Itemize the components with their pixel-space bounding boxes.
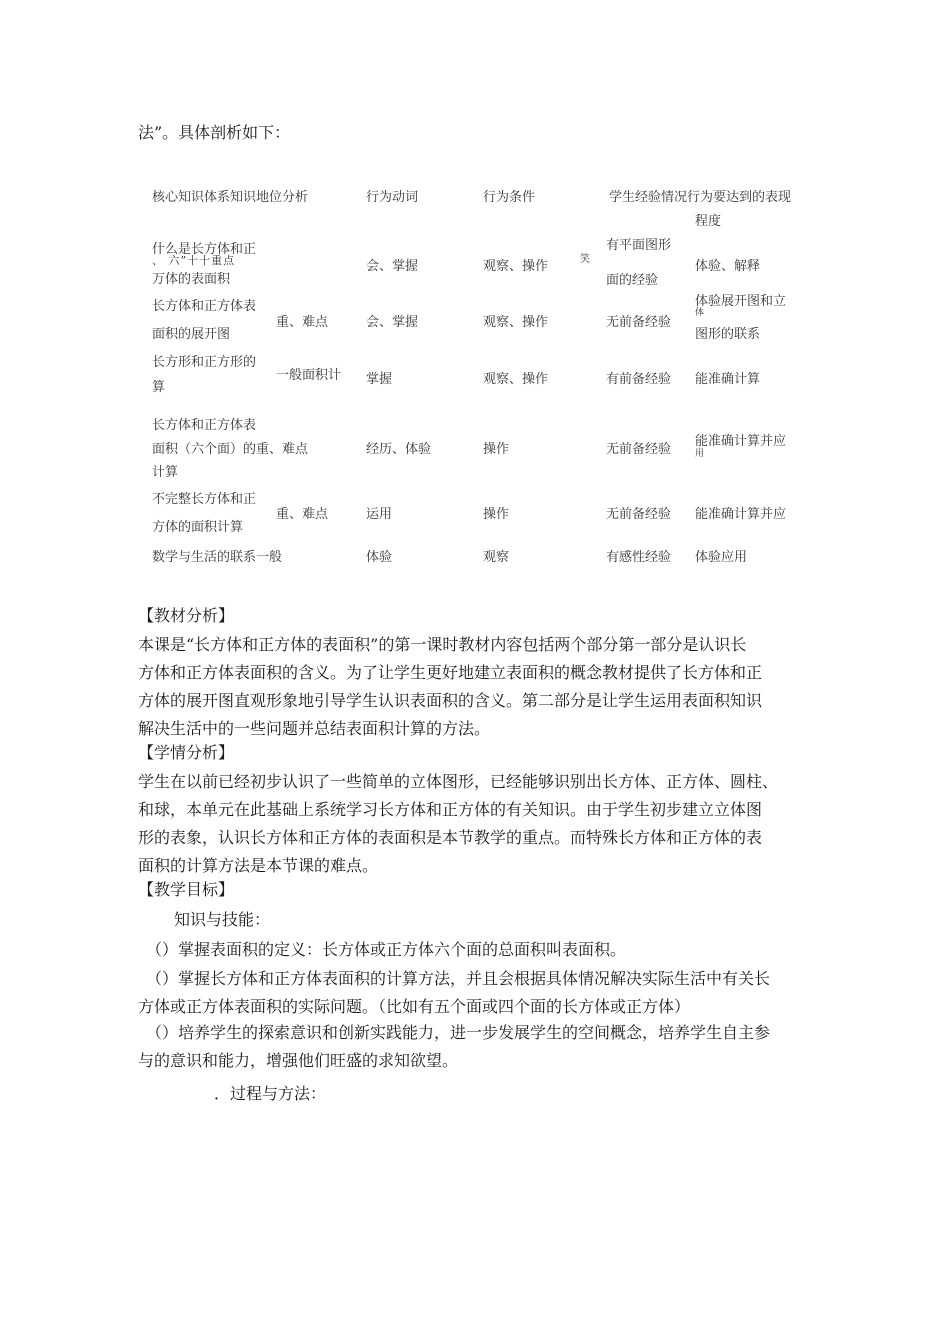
table-cell: 观察、操作 <box>483 259 549 274</box>
header-condition: 行为条件 <box>483 190 536 205</box>
header-verb: 行为动词 <box>366 190 419 205</box>
header-experience-target: 学生经验情况行为要达到的表现 <box>609 190 792 205</box>
table-cell: 重、难点 <box>276 507 329 522</box>
table-cell: 无前备经验 <box>606 507 672 522</box>
paragraph-line: 方体和正方体表面积的含义。为了让学生更好地建立表面积的概念教材提供了长方体和正 <box>138 663 763 682</box>
table-cell: 面积的展开图 <box>152 327 231 342</box>
table-cell: 观察、操作 <box>483 372 549 387</box>
table-cell: 面的经验 <box>606 273 659 288</box>
paragraph-line: 学生在以前已经初步认识了一些简单的立体图形，已经能够识别出长方体、正方体、圆柱、 <box>138 772 779 791</box>
paragraph-line: （）掌握长方体和正方体表面积的计算方法，并且会根据具体情况解决实际生活中有关长 <box>146 969 771 988</box>
table-cell: 计算 <box>152 465 179 480</box>
material-paragraph <box>138 631 814 743</box>
table-cell: 观察 <box>483 550 510 565</box>
table-cell: 掌握 <box>366 372 393 387</box>
table-cell: 、 六”十十重点 <box>152 254 236 267</box>
table-cell: 不完整长方体和正 <box>152 492 257 507</box>
table-cell: 体验 <box>366 550 393 565</box>
table-cell: 会、掌握 <box>366 315 419 330</box>
goal-item-2 <box>138 965 814 1021</box>
table-cell: 体验展开图和立 <box>695 294 787 309</box>
paragraph-line: 本课是“长方体和正方体的表面积”的第一课时教材内容包括两个部分第一部分是认识长 <box>138 635 747 654</box>
table-cell: 能准确计算 <box>695 372 761 387</box>
goal-item-3 <box>138 1019 814 1075</box>
table-cell: 有前备经验 <box>606 372 672 387</box>
paragraph-line: 方体或正方体表面积的实际问题。（比如有五个面或四个面的长方体或正方体） <box>138 997 691 1016</box>
paragraph-line: 与的意识和能力，增强他们旺盛的求知欲望。 <box>138 1051 459 1070</box>
paragraph-line: 解决生活中的一些问题并总结表面积计算的方法。 <box>138 719 491 738</box>
table-cell: 有平面图形 <box>606 238 672 253</box>
table-cell: 观察、操作 <box>483 315 549 330</box>
table-cell: 体 <box>695 308 705 318</box>
table-cell: 操作 <box>483 507 510 522</box>
table-cell: 方体的面积计算 <box>152 520 244 535</box>
table-cell: 什么是长方体和正 <box>152 242 257 257</box>
paragraph-line: （）培养学生的探索意识和创新实践能力，进一步发展学生的空间概念，培养学生自主参 <box>146 1023 771 1042</box>
table-cell: 体验应用 <box>695 550 748 565</box>
student-heading: 【学情分析】 <box>138 743 235 762</box>
header-knowledge: 核心知识体系知识地位分析 <box>152 190 309 205</box>
table-cell: 操作 <box>483 442 510 457</box>
goal-subheading-process: ．过程与方法： <box>214 1084 327 1103</box>
goal-subheading-knowledge: 知识与技能： <box>174 910 271 929</box>
table-cell: 一般面积计 <box>276 368 342 383</box>
table-cell: 无前备经验 <box>606 442 672 457</box>
table-cell: 长方形和正方形的 <box>152 355 257 370</box>
table-cell: 图形的联系 <box>695 327 761 342</box>
table-cell: 重、难点 <box>276 315 329 330</box>
table-cell: 会、掌握 <box>366 259 419 274</box>
paragraph-line: 形的表象，认识长方体和正方体的表面积是本节教学的重点。而特殊长方体和正方体的表 <box>138 828 763 847</box>
table-cell: 运用 <box>366 507 393 522</box>
table-cell: 长方体和正方体表 <box>152 418 257 433</box>
paragraph-line: 和球，本单元在此基础上系统学习长方体和正方体的有关知识。由于学生初步建立立体图 <box>138 800 763 819</box>
intro-text: 法”。具体剖析如下： <box>138 123 291 142</box>
table-cell: 长方体和正方体表 <box>152 299 257 314</box>
table-cell: 数学与生活的联系一般 <box>152 550 283 565</box>
table-cell: 经历、体验 <box>366 442 432 457</box>
table-cell: 有感性经验 <box>606 550 672 565</box>
table-cell: 能准确计算并应 <box>695 507 787 522</box>
table-cell: 无前备经验 <box>606 315 672 330</box>
student-paragraph <box>138 768 814 880</box>
table-cell: 笑 <box>580 254 590 265</box>
table-cell: 面积（六个面）的重、难点 <box>152 442 309 457</box>
table-cell: 体验、解释 <box>695 259 761 274</box>
material-heading: 【教材分析】 <box>138 606 235 625</box>
table-cell: 能准确计算并应 <box>695 434 787 449</box>
paragraph-line: 方体的展开图直观形象地引导学生认识表面积的含义。第二部分是让学生运用表面积知识 <box>138 691 763 710</box>
table-cell: 算 <box>152 380 166 395</box>
table-cell: 万体的表面积 <box>152 272 231 287</box>
paragraph-line: 面积的计算方法是本节课的难点。 <box>138 856 379 875</box>
goal-heading: 【教学目标】 <box>138 880 235 899</box>
goal-item-1: （）掌握表面积的定义：长方体或正方体六个面的总面积叫表面积。 <box>146 940 627 959</box>
header-target-cont: 程度 <box>695 214 722 229</box>
table-cell: 用 <box>695 449 705 459</box>
